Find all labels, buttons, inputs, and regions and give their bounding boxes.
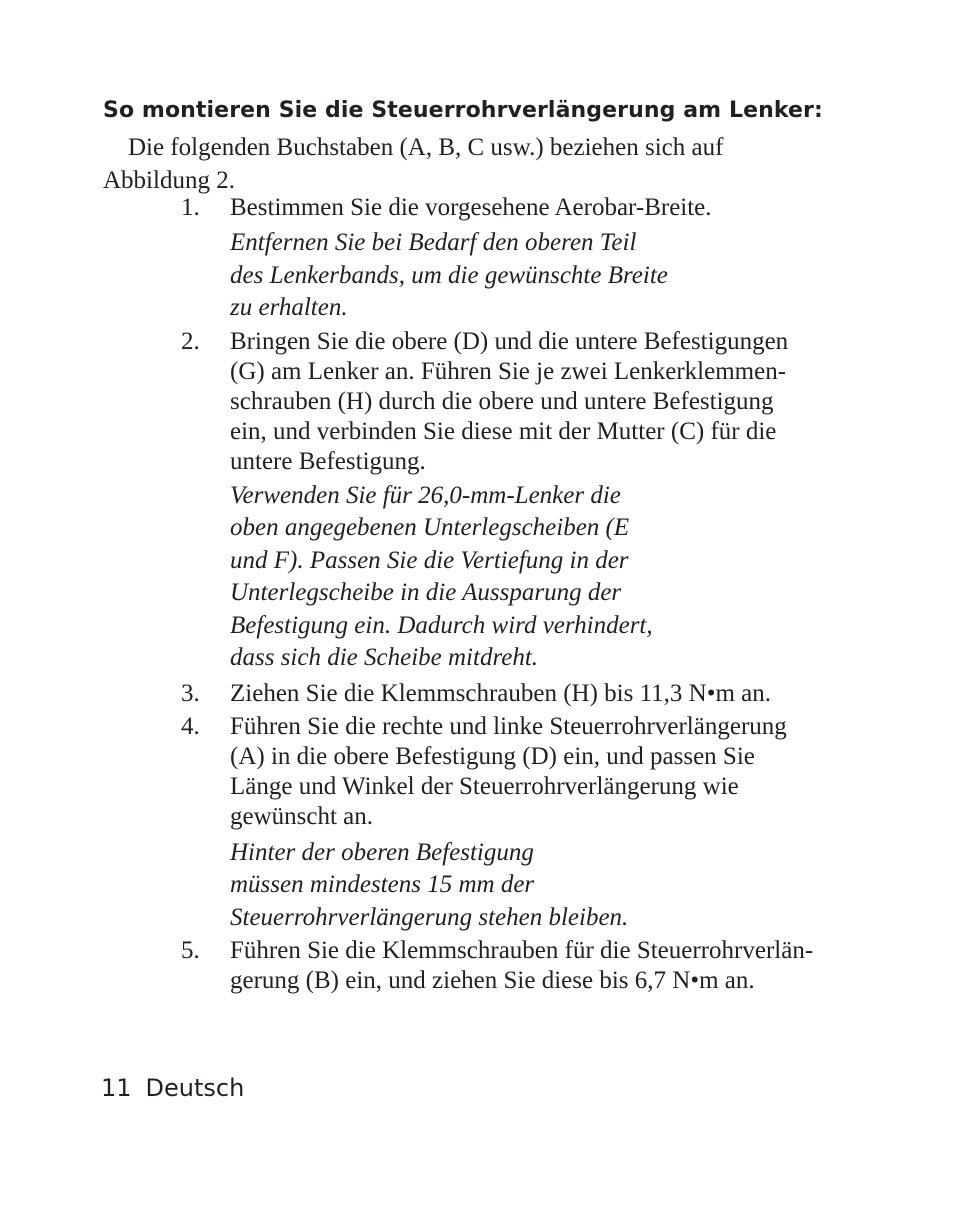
note-line: Hinter der oberen Befestigung — [230, 838, 534, 866]
note-line: Verwenden Sie für 26,0-mm-Lenker die — [230, 481, 621, 509]
note-line: oben angegebenen Unterlegscheiben (E — [230, 514, 630, 541]
step-number: 1. — [181, 194, 200, 221]
step-text-line: (A) in die obere Befestigung (D) ein, und passen Sie — [230, 742, 755, 770]
step-text-line: gerung (B) ein, und ziehen Sie diese bis 6,7 N•m an. — [230, 967, 755, 994]
intro-line-2: Abbildung 2. — [103, 167, 235, 194]
step-4 — [181, 712, 861, 935]
step-text-line: Bringen Sie die obere (D) und die untere Befestigungen — [230, 327, 789, 355]
step-text-line: schrauben (H) durch die obere und untere Befestigung — [230, 387, 774, 415]
step-text-line: (G) am Lenker an. Führen Sie je zwei Lenkerklemmen- — [230, 357, 787, 385]
note-line: des Lenkerbands, um die gewünschte Breite — [230, 261, 668, 289]
step-text-line: gewünscht an. — [230, 802, 374, 830]
step-number: 3. — [181, 679, 200, 707]
step-text-line: Länge und Winkel der Steuerrohrverlängerung wie — [230, 772, 739, 800]
step-text: Bestimmen Sie die vorgesehene Aerobar-Breite. — [230, 194, 712, 221]
step-number: 5. — [181, 937, 200, 964]
intro-line-1: Die folgenden Buchstaben (A, B, C usw.) beziehen sich auf — [128, 134, 724, 161]
note-line: Steuerrohrverlängerung stehen bleiben. — [230, 903, 629, 931]
note-line: Entfernen Sie bei Bedarf den oberen Teil — [230, 229, 637, 256]
step-text-line: Führen Sie die rechte und linke Steuerrohrverlängerung — [230, 712, 787, 740]
note-line: zu erhalten. — [230, 294, 348, 321]
step-text-line: Führen Sie die Klemmschrauben für die Steuerrohrverlän- — [230, 937, 814, 964]
step-3 — [181, 679, 861, 709]
note-line: Unterlegscheibe in die Aussparung der — [230, 579, 622, 606]
instruction-steps — [181, 193, 861, 996]
note-line: und F). Passen Sie die Vertiefung in der — [230, 546, 629, 574]
step-1 — [181, 193, 861, 325]
note-line: Befestigung ein. Dadurch wird verhindert, — [230, 611, 653, 639]
intro-paragraph — [103, 131, 803, 197]
step-2 — [181, 327, 861, 675]
step-note — [230, 837, 861, 935]
step-number: 2. — [181, 327, 200, 355]
step-text-line: ein, und verbinden Sie diese mit der Mutter (C) für die — [230, 417, 777, 445]
note-line: dass sich die Scheibe mitdreht. — [230, 644, 539, 671]
footer-language: Deutsch — [145, 1074, 245, 1102]
section-heading: So montieren Sie die Steuerrohrverlängerung am Lenker: — [103, 98, 823, 123]
step-note — [230, 480, 861, 675]
step-text-line: untere Befestigung. — [230, 447, 426, 475]
step-note — [230, 227, 861, 325]
page-footer — [101, 1074, 244, 1102]
note-line: müssen mindestens 15 mm der — [230, 871, 535, 898]
page-number: 11 — [101, 1074, 132, 1102]
step-5 — [181, 936, 861, 996]
step-number: 4. — [181, 712, 200, 740]
step-text: Ziehen Sie die Klemmschrauben (H) bis 11,3 N•m an. — [230, 679, 772, 707]
